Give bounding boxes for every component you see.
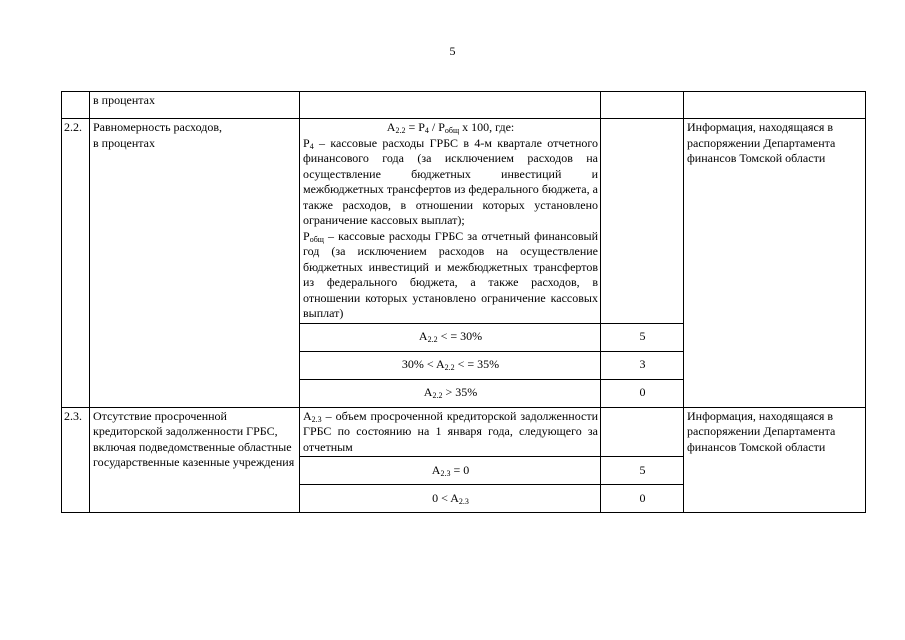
indicator-name-cell: [90, 119, 300, 408]
indicators-table: [61, 91, 866, 513]
score-value: 0: [601, 379, 684, 407]
criterion-cell: $30\% < A_{2.2}$ < = 35%: [300, 351, 601, 379]
indicator-name-cell: в процентах: [90, 92, 300, 119]
score-value: 3: [601, 351, 684, 379]
table-row: [62, 92, 866, 119]
criterion-cell: $0 < A_{2.3}$: [300, 485, 601, 513]
table-row: [62, 119, 866, 324]
formula-cell: $A_{2.3}$ – объем просроченной кредиторской задолженности ГРБС по состоянию на 1 января года, следующего за отчетным: [300, 407, 601, 457]
criterion-cell: $A_{2.2} > 35\%$: [300, 379, 601, 407]
source-cell: Информация, находящаяся в распоряжении Департамента финансов Томской области: [684, 119, 866, 408]
indicator-name-line: в процентах: [93, 135, 155, 150]
criterion-cell: $A_{2.3} = 0$: [300, 457, 601, 485]
num-cell: 2.2.: [62, 119, 90, 408]
num-cell: 2.3.: [62, 407, 90, 513]
source-cell: [684, 92, 866, 119]
indicator-name-line: Равномерность расходов,: [93, 120, 223, 134]
p4-definition: $P_4$ – кассовые расходы ГРБС в 4-м квартале отчетного финансового года (за исключением расходов на осуществление бюджетных инвестиций и межбюджетных трансфертов из федерального бюджета, а также расходов, в отношении которых установлено ограничение кассовых выплат);: [303, 135, 598, 227]
formula-cell: [300, 92, 601, 119]
score-cell: [601, 92, 684, 119]
score-value: 0: [601, 485, 684, 513]
num-cell: [62, 92, 90, 119]
page-number: 5: [449, 44, 456, 58]
score-cell: [601, 407, 684, 457]
pobsh-definition: $P_{общ}$ – кассовые расходы ГРБС за отчетный финансовый год (за исключением расходов на осуществление бюджетных инвестиций и межбюджетных трансфертов из федерального бюджета, а также расходов, в отношении которых установлено ограничение кассовых выплат): [303, 228, 598, 320]
score-cell: [601, 119, 684, 324]
score-value: 5: [601, 457, 684, 485]
score-value: 5: [601, 323, 684, 351]
source-cell: Информация, находящаяся в распоряжении Департамента финансов Томской области: [684, 407, 866, 513]
formula-cell: [300, 119, 601, 324]
table-row: [62, 407, 866, 457]
indicator-name-cell: Отсутствие просроченной кредиторской задолженности ГРБС, включая подведомственные областные государственные казенные учреждения: [90, 407, 300, 513]
formula: $A_{2.2} = P_4 / P_{общ}$ x 100, где:: [386, 120, 515, 135]
criterion-cell: $A_{2.2}$ < = 30%: [300, 323, 601, 351]
